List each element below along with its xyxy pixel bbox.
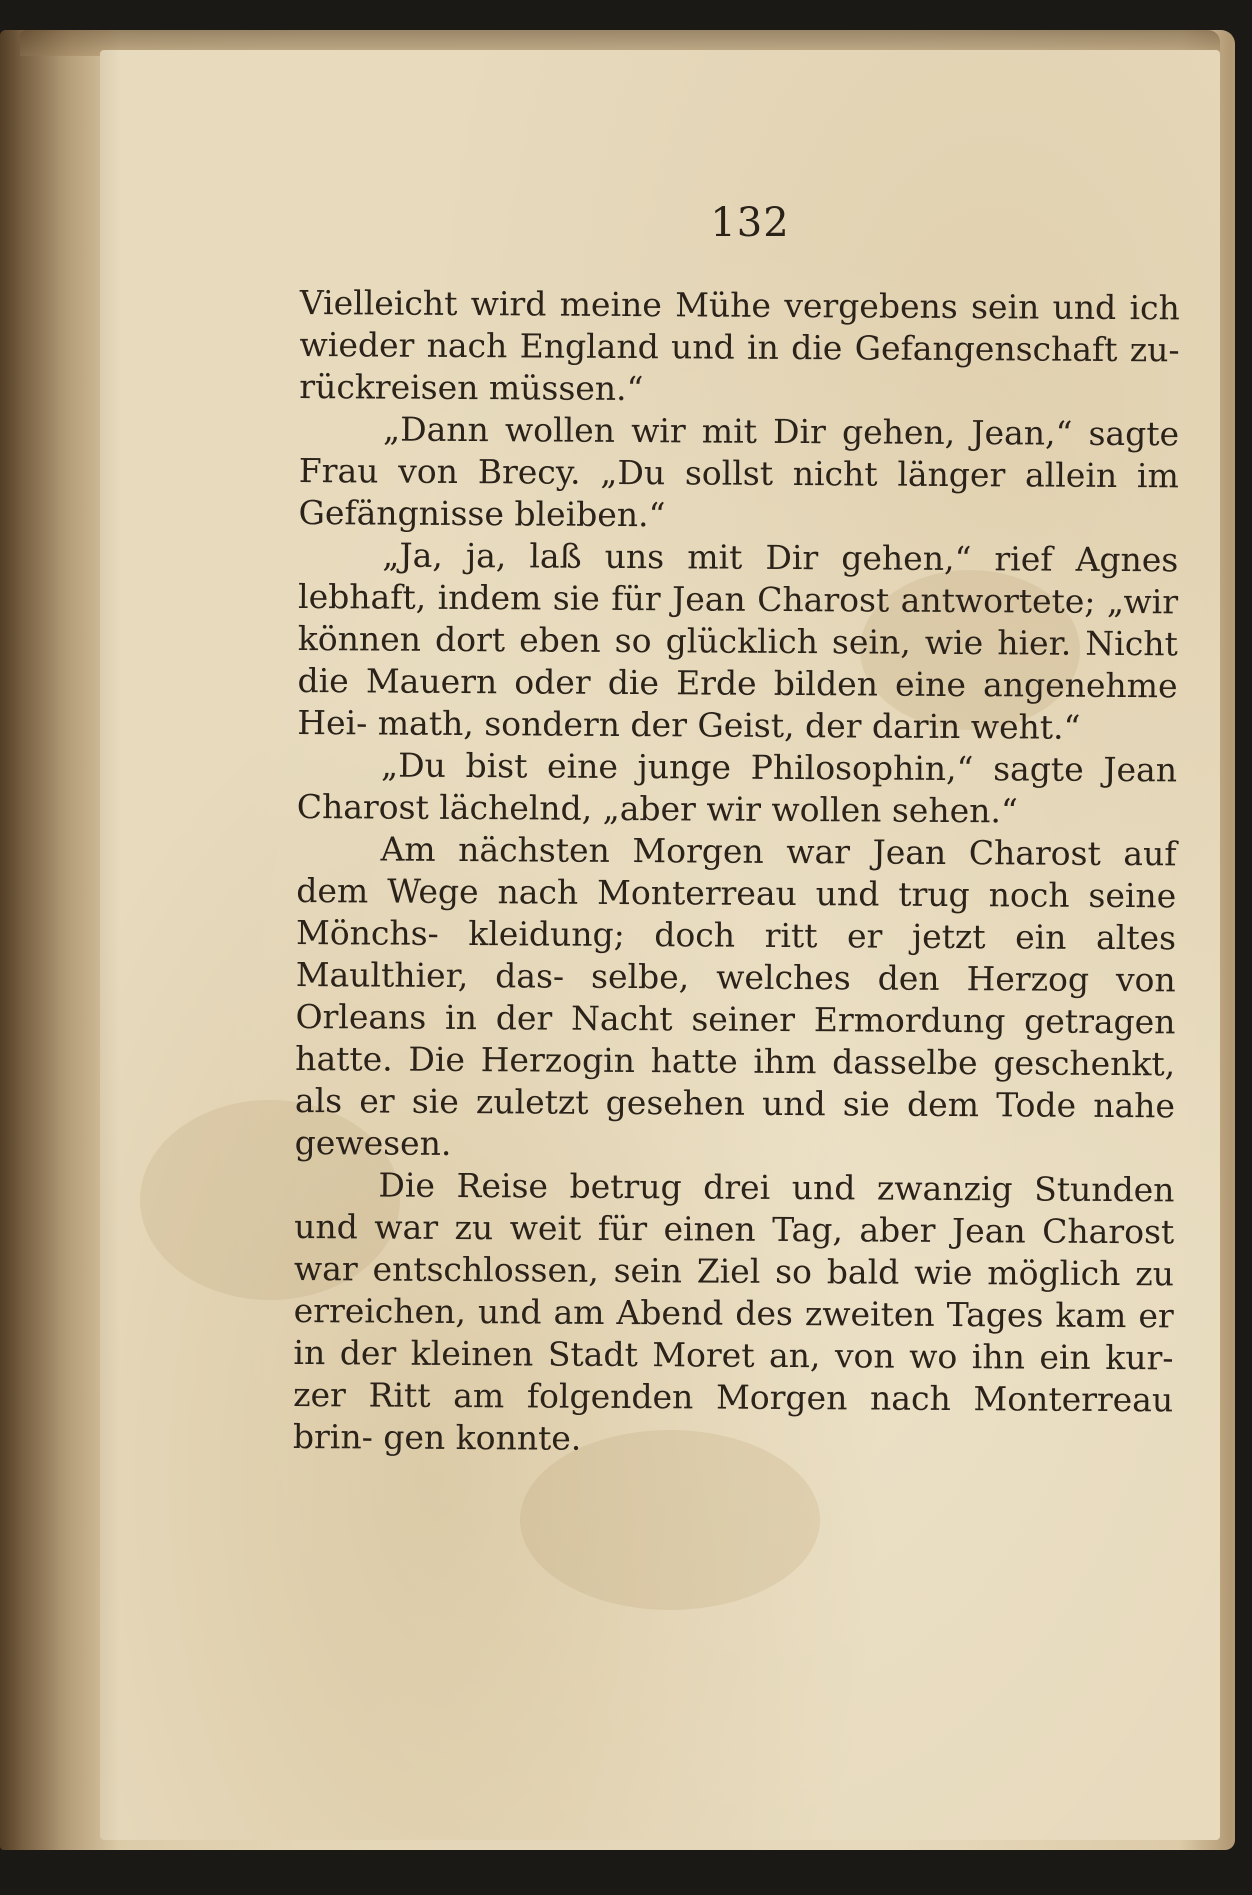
paragraph: „Ja, ja, laß uns mit Dir gehen,“ rief Agnes lebhaft, indem sie für Jean Charost antwortete; „wir können dort eben so glücklich sein, wie hier. Nicht die Mauern oder die Erde bilden eine angenehme Hei- math, sondern der Geist, der darin weht.“ — [297, 535, 1179, 747]
paragraph: Am nächsten Morgen war Jean Charost auf dem Wege nach Monterreau und trug noch seine Mönchs- kleidung; doch ritt er jetzt ein altes Maulthier, das- selbe, welches den Herzog von Orleans in der Nacht seiner Ermordung getragen hatte. Die Herzogin hatte ihm dasselbe geschenkt, als er sie zuletzt gesehen und sie dem Tode nahe gewesen. — [294, 829, 1177, 1163]
paragraph: Die Reise betrug drei und zwanzig Stunden und war zu weit für einen Tag, aber Jean Charost war entschlossen, sein Ziel so bald wie möglich zu erreichen, und am Abend des zweiten Tages kam er in der kleinen Stadt Moret an, von wo ihn ein kur- zer Ritt am folgenden Morgen nach Monterreau brin- gen konnte. — [292, 1165, 1175, 1458]
paragraph: „Du bist eine junge Philosophin,“ sagte Jean Charost lächelnd, „aber wir wollen sehen.“ — [296, 745, 1178, 831]
body-text — [293, 282, 1180, 1463]
spine-shadow — [0, 30, 120, 1850]
page-number: 132 — [710, 200, 790, 246]
paragraph: Vielleicht wird meine Mühe vergebens sein und ich wieder nach England und in die Gefangenschaft zu- rückreisen müssen.“ — [299, 282, 1180, 409]
paragraph: „Dann wollen wir mit Dir gehen, Jean,“ sagte Frau von Brecy. „Du sollst nicht länger allein im Gefängnisse bleiben.“ — [298, 409, 1180, 535]
